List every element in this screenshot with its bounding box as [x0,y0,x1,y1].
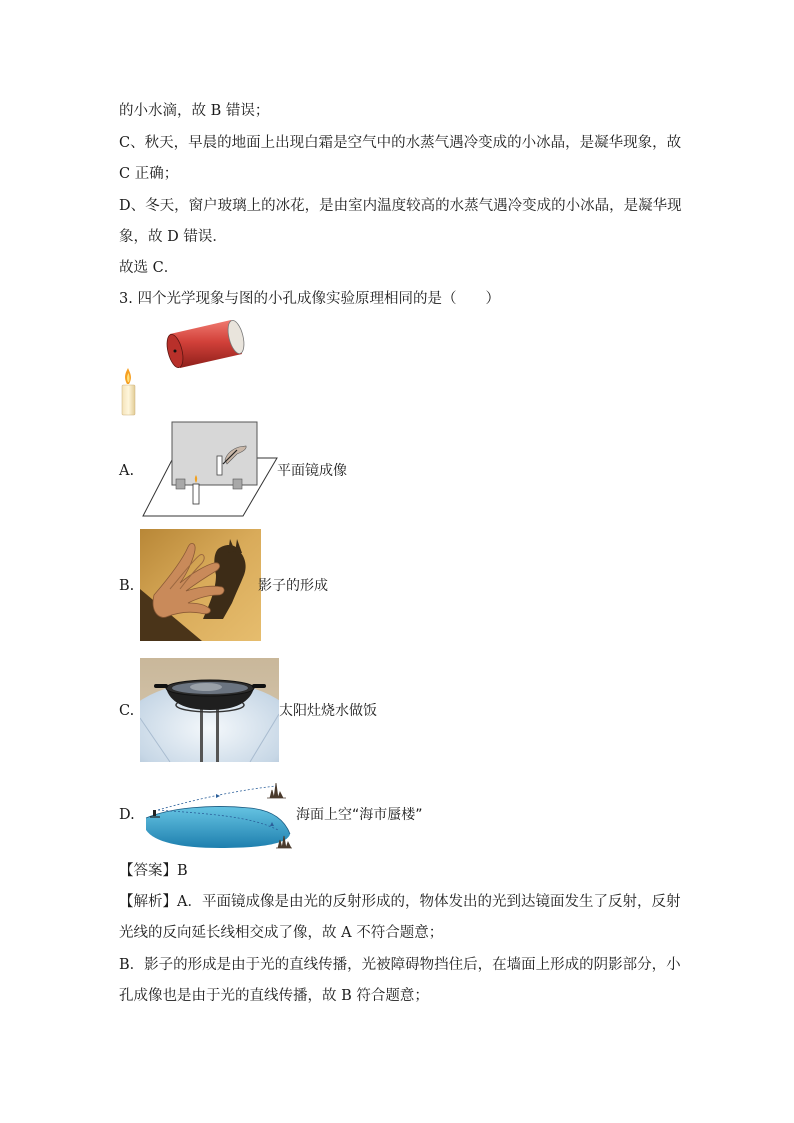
text-line-2: C、秋天，早晨的地面上出现白霜是空气中的水蒸气遇冷变成的小冰晶，是凝华现象，故 [119,135,682,151]
text-line-5: 象，故 D 错误． [119,229,227,245]
analysis-line-3: B．影子的形成是由于光的直线传播，光被障碍物挡住后，在墙面上形成的阴影部分，小 [119,957,681,973]
analysis-line-1: 【解析】A．平面镜成像是由光的反射形成的，物体发出的光到达镜面发生了反射，反射 [119,894,681,910]
candle-icon [122,368,135,415]
hand-shadow-photo [140,529,261,641]
text-line-4: D、冬天，窗户玻璃上的冰花，是由室内温度较高的水蒸气遇冷变成的小冰晶，是凝华现 [119,198,682,214]
option-b-label: B. [119,578,135,594]
text-line-3: C 正确； [119,166,179,182]
question-3-stem: 3. 四个光学现象与图的小孔成像实验原理相同的是（ ） [119,291,500,307]
solar-cooker-photo [140,658,279,762]
option-a-label: A. [119,463,135,479]
cylinder-box-icon [164,319,247,369]
option-c-label: C. [119,703,135,719]
option-d-caption: 海面上空“海市蜃楼” [296,807,423,823]
mirage-illustration [140,778,296,850]
analysis-line-4: 孔成像也是由于光的直线传播，故 B 符合题意； [119,988,429,1004]
option-a-caption: 平面镜成像 [277,463,347,479]
text-line-6: 故选 C． [119,260,179,276]
option-b-caption: 影子的形成 [258,578,328,594]
answer-line: 【答案】B [119,863,188,879]
analysis-line-2: 光线的反向延长线相交成了像，故 A 不符合题意； [119,925,444,941]
pinhole-camera-figure [118,312,248,422]
text-line-1: 的小水滴，故 B 错误； [119,103,270,119]
option-c-caption: 太阳灶烧水做饭 [279,703,377,719]
option-d-label: D. [119,807,135,823]
plane-mirror-experiment-figure [141,420,279,519]
